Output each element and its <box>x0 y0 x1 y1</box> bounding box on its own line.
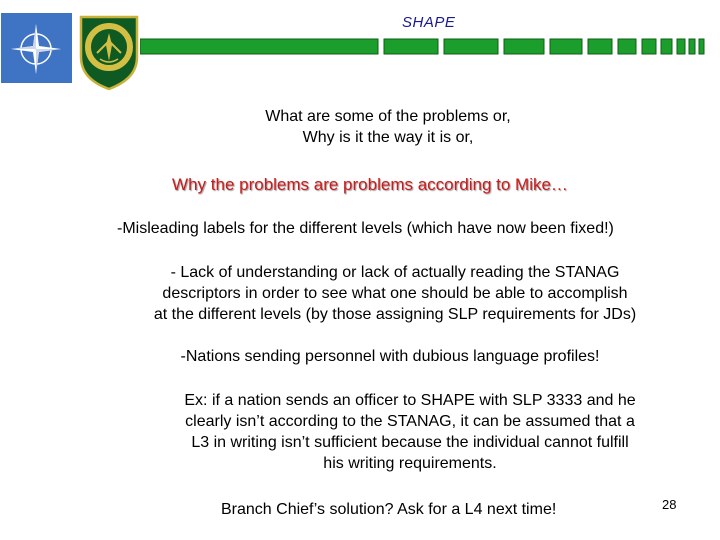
example-line: L3 in writing isn’t sufficient because the individual cannot fulfill <box>191 434 629 451</box>
example-line: clearly isn’t according to the STANAG, it can be assumed that a <box>185 413 635 430</box>
question-line-2: Why is it the way it is or, <box>302 129 474 146</box>
header-decorative-band <box>140 38 710 55</box>
bullet-lack-of-understanding <box>120 262 670 325</box>
bullet-line: - Lack of understanding or lack of actually reading the STANAG <box>170 264 620 281</box>
nato-logo-icon <box>1 13 72 83</box>
bullet-misleading-labels: -Misleading labels for the different levels (which have now been fixed!) <box>117 220 614 237</box>
example-line: Ex: if a nation sends an officer to SHAPE with SLP 3333 and he <box>184 392 636 409</box>
example-line: his writing requirements. <box>323 455 497 472</box>
shape-crest-icon <box>78 13 140 91</box>
bullet-dubious-profiles: -Nations sending personnel with dubious language profiles! <box>180 348 600 365</box>
example-paragraph <box>120 390 700 474</box>
bullet-line: descriptors in order to see what one should be able to accomplish <box>162 285 628 302</box>
bullet-line: at the different levels (by those assigning SLP requirements for JDs) <box>153 306 637 323</box>
headline: Why the problems are problems according to Mike… <box>172 175 568 194</box>
question-line-1: What are some of the problems or, <box>265 108 511 125</box>
page-number: 28 <box>662 497 677 512</box>
branch-chief-solution: Branch Chief’s solution? Ask for a L4 next time! <box>221 501 557 518</box>
header-title: SHAPE <box>402 14 456 31</box>
